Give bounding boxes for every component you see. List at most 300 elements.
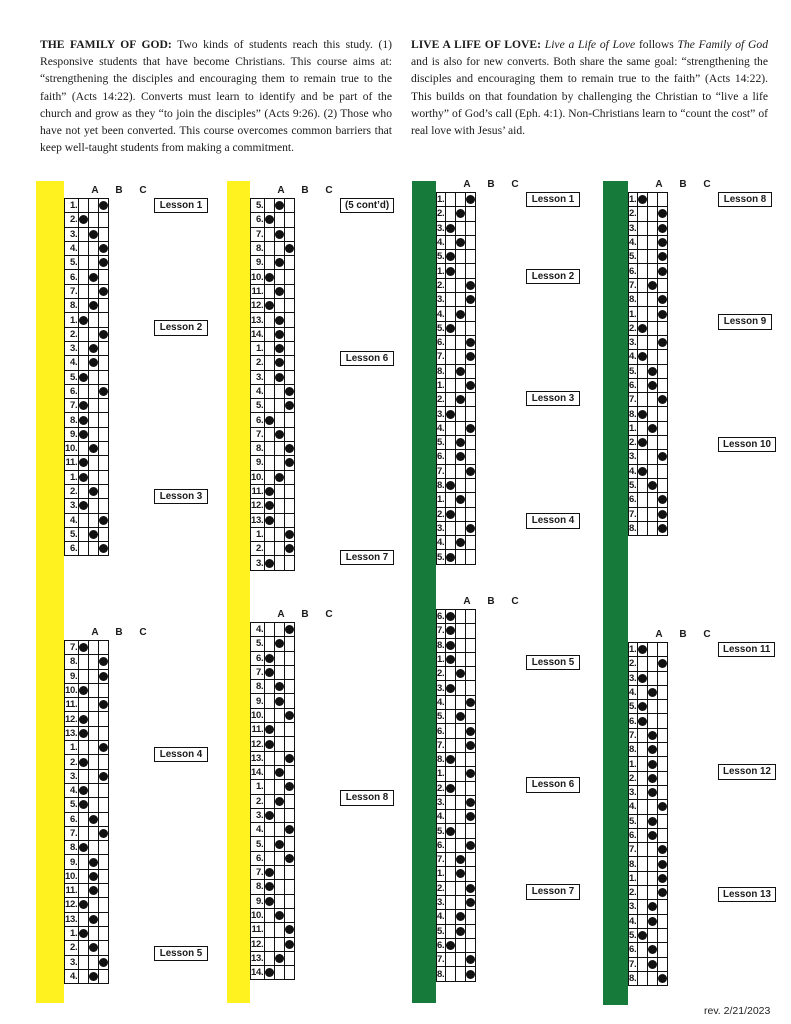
filled-bubble-icon [265, 215, 274, 224]
answer-cell-a [446, 378, 456, 392]
answer-row [251, 880, 295, 894]
answer-cell-a [265, 808, 275, 822]
filled-bubble-icon [466, 812, 475, 821]
answer-row [251, 327, 295, 341]
answer-cell-b [275, 399, 285, 413]
answer-cell-c [658, 264, 668, 278]
filled-bubble-icon [658, 224, 667, 233]
column-header-b: B [487, 596, 495, 607]
answer-cell-b [89, 413, 99, 427]
answer-row [251, 470, 295, 484]
filled-bubble-icon [89, 872, 98, 881]
filled-bubble-icon [89, 530, 98, 539]
answer-row [251, 227, 295, 241]
filled-bubble-icon [456, 538, 465, 547]
answer-cell-b [275, 794, 285, 808]
answer-cell-a [446, 207, 456, 221]
answer-grid [64, 640, 109, 984]
answer-cell-a [446, 810, 456, 824]
answer-cell-a [446, 335, 456, 349]
answer-row [629, 264, 668, 278]
answer-cell-b [648, 728, 658, 742]
filled-bubble-icon [658, 295, 667, 304]
answer-row [65, 542, 109, 556]
question-number: 6. [251, 851, 265, 865]
answer-cell-a [265, 370, 275, 384]
filled-bubble-icon [446, 827, 455, 836]
answer-cell-a [265, 765, 275, 779]
lesson-label: Lesson 8 [340, 790, 394, 805]
answer-cell-b [275, 708, 285, 722]
answer-cell-c [285, 794, 295, 808]
answer-cell-c [285, 623, 295, 637]
answer-cell-b [89, 442, 99, 456]
answer-cell-c [658, 378, 668, 392]
answer-cell-b [456, 881, 466, 895]
filled-bubble-icon [466, 424, 475, 433]
answer-cell-c [285, 456, 295, 470]
answer-cell-a [638, 943, 648, 957]
answer-cell-c [466, 667, 476, 681]
answer-cell-b [275, 966, 285, 980]
answer-row [629, 250, 668, 264]
question-number: 3. [437, 408, 445, 420]
filled-bubble-icon [466, 841, 475, 850]
answer-cell-b [456, 867, 466, 881]
answer-cell-a [638, 886, 648, 900]
answer-cell-b [89, 898, 99, 912]
answer-cell-c [466, 550, 476, 564]
answer-row [629, 814, 668, 828]
column-header-c: C [325, 185, 333, 196]
answer-row [629, 235, 668, 249]
answer-cell-b [456, 853, 466, 867]
answer-cell-b [648, 250, 658, 264]
answer-row [251, 651, 295, 665]
answer-cell-a [446, 610, 456, 624]
answer-cell-c [285, 780, 295, 794]
filled-bubble-icon [456, 395, 465, 404]
answer-cell-b [275, 851, 285, 865]
answer-cell-c [285, 665, 295, 679]
answer-cell-b [456, 838, 466, 852]
filled-bubble-icon [275, 430, 284, 439]
question-number: 5. [251, 837, 265, 851]
answer-row [251, 241, 295, 255]
answer-row [629, 800, 668, 814]
answer-cell-a [638, 307, 648, 321]
answer-cell-c [99, 284, 109, 298]
question-number: 5. [629, 815, 637, 827]
answer-row [65, 227, 109, 241]
answer-cell-a [638, 235, 648, 249]
question-number: 2. [65, 484, 79, 498]
question-number: 6. [437, 451, 445, 463]
answer-cell-b [275, 370, 285, 384]
answer-row [437, 364, 476, 378]
answer-cell-b [275, 651, 285, 665]
filled-bubble-icon [466, 281, 475, 290]
answer-cell-a [446, 910, 456, 924]
answer-cell-c [658, 800, 668, 814]
answer-cell-c [466, 521, 476, 535]
answer-cell-a [79, 256, 89, 270]
filled-bubble-icon [466, 352, 475, 361]
answer-cell-a [79, 798, 89, 812]
question-number: 9. [251, 256, 265, 270]
answer-row [251, 966, 295, 980]
answer-cell-b [89, 841, 99, 855]
question-number: 1. [437, 494, 445, 506]
answer-cell-a [265, 327, 275, 341]
answer-cell-c [285, 866, 295, 880]
answer-row [437, 293, 476, 307]
answer-cell-b [456, 810, 466, 824]
question-number: 9. [251, 456, 265, 470]
filled-bubble-icon [285, 530, 294, 539]
filled-bubble-icon [285, 925, 294, 934]
answer-row [65, 683, 109, 697]
answer-cell-b [89, 669, 99, 683]
answer-cell-a [446, 264, 456, 278]
answer-cell-c [99, 769, 109, 783]
answer-cell-a [446, 767, 456, 781]
answer-row [437, 407, 476, 421]
question-number: 3. [629, 901, 637, 913]
filled-bubble-icon [265, 725, 274, 734]
filled-bubble-icon [446, 224, 455, 233]
lesson-label: Lesson 9 [718, 314, 772, 329]
question-number: 8. [437, 968, 445, 980]
answer-cell-b [456, 967, 466, 981]
question-number: 2. [629, 658, 637, 670]
filled-bubble-icon [79, 373, 88, 382]
answer-cell-c [99, 841, 109, 855]
filled-bubble-icon [265, 868, 274, 877]
question-number: 1. [629, 872, 637, 884]
answer-cell-a [79, 413, 89, 427]
answer-row [65, 199, 109, 213]
answer-cell-b [456, 507, 466, 521]
answer-cell-c [99, 256, 109, 270]
answer-cell-b [648, 714, 658, 728]
answer-cell-c [466, 478, 476, 492]
answer-cell-a [79, 855, 89, 869]
answer-cell-b [648, 378, 658, 392]
column-header-b: B [679, 179, 687, 190]
answer-cell-a [446, 667, 456, 681]
answer-cell-a [446, 710, 456, 724]
question-number: 1. [437, 868, 445, 880]
question-number: 2. [437, 882, 445, 894]
column-header-b: B [115, 185, 123, 196]
column-header-row [64, 627, 159, 639]
answer-cell-b [275, 665, 285, 679]
question-number: 11. [65, 699, 78, 711]
filled-bubble-icon [658, 267, 667, 276]
answer-cell-b [275, 694, 285, 708]
answer-cell-c [285, 213, 295, 227]
filled-bubble-icon [79, 215, 88, 224]
answer-cell-c [285, 427, 295, 441]
answer-row [629, 507, 668, 521]
answer-cell-c [658, 771, 668, 785]
column-header-row [628, 629, 723, 641]
answer-cell-c [658, 871, 668, 885]
filled-bubble-icon [466, 727, 475, 736]
answer-cell-b [89, 256, 99, 270]
answer-cell-a [265, 270, 275, 284]
answer-cell-c [99, 655, 109, 669]
answer-row [251, 808, 295, 822]
question-number: 1. [629, 644, 637, 656]
answer-cell-a [79, 741, 89, 755]
answer-row [251, 284, 295, 298]
answer-cell-c [466, 867, 476, 881]
answer-cell-a [79, 812, 89, 826]
column-header-a: A [91, 627, 99, 638]
filled-bubble-icon [285, 458, 294, 467]
answer-cell-b [89, 769, 99, 783]
answer-row [629, 450, 668, 464]
question-number: 7. [437, 625, 445, 637]
answer-row [251, 851, 295, 865]
lesson-label: Lesson 12 [718, 764, 776, 779]
answer-row [65, 513, 109, 527]
answer-row [629, 728, 668, 742]
question-number: 5. [437, 322, 445, 334]
answer-cell-a [446, 507, 456, 521]
question-number: 12. [251, 300, 264, 312]
question-number: 3. [437, 797, 445, 808]
answer-row [437, 421, 476, 435]
answer-row [65, 884, 109, 898]
answer-cell-c [99, 741, 109, 755]
answer-cell-a [638, 700, 648, 714]
answer-cell-a [446, 421, 456, 435]
revision-date: rev. 2/21/2023 [704, 1005, 771, 1017]
answer-row [437, 938, 476, 952]
answer-row [437, 321, 476, 335]
question-number: 4. [437, 422, 445, 434]
filled-bubble-icon [89, 230, 98, 239]
answer-row [437, 493, 476, 507]
answer-cell-b [275, 270, 285, 284]
answer-cell-a [79, 655, 89, 669]
filled-bubble-icon [446, 784, 455, 793]
filled-bubble-icon [285, 444, 294, 453]
filled-bubble-icon [658, 974, 667, 983]
answer-cell-c [466, 193, 476, 207]
answer-cell-b [275, 780, 285, 794]
answer-cell-a [638, 478, 648, 492]
answer-cell-b [648, 700, 658, 714]
intro-family-of-god [40, 36, 392, 156]
question-number: 7. [437, 351, 445, 363]
answer-row [251, 256, 295, 270]
answer-cell-a [79, 941, 89, 955]
answer-cell-b [456, 781, 466, 795]
filled-bubble-icon [285, 940, 294, 949]
answer-cell-c [285, 694, 295, 708]
question-number: 12. [65, 713, 78, 725]
answer-cell-c [658, 407, 668, 421]
answer-cell-b [456, 910, 466, 924]
answer-cell-a [265, 527, 275, 541]
answer-cell-c [658, 657, 668, 671]
filled-bubble-icon [275, 330, 284, 339]
answer-cell-a [638, 714, 648, 728]
filled-bubble-icon [89, 915, 98, 924]
answer-cell-a [638, 407, 648, 421]
answer-row [65, 726, 109, 740]
answer-row [437, 681, 476, 695]
filled-bubble-icon [275, 373, 284, 382]
answer-cell-c [99, 641, 109, 655]
answer-row [65, 712, 109, 726]
answer-cell-b [648, 193, 658, 207]
filled-bubble-icon [648, 774, 657, 783]
answer-cell-a [446, 881, 456, 895]
answer-row [629, 657, 668, 671]
answer-row [629, 278, 668, 292]
answer-cell-a [265, 880, 275, 894]
filled-bubble-icon [456, 669, 465, 678]
answer-cell-b [275, 951, 285, 965]
question-number: 8. [251, 442, 265, 456]
filled-bubble-icon [648, 745, 657, 754]
answer-cell-a [265, 542, 275, 556]
question-number: 3. [629, 222, 637, 234]
answer-row [65, 399, 109, 413]
answer-cell-b [456, 681, 466, 695]
answer-cell-a [638, 814, 648, 828]
question-number: 3. [65, 499, 79, 513]
question-number: 6. [65, 384, 79, 398]
answer-cell-a [446, 924, 456, 938]
filled-bubble-icon [446, 612, 455, 621]
answer-cell-a [638, 871, 648, 885]
answer-row [65, 470, 109, 484]
answer-row [65, 442, 109, 456]
filled-bubble-icon [79, 800, 88, 809]
answer-cell-c [466, 910, 476, 924]
lesson-label: Lesson 6 [340, 351, 394, 366]
answer-cell-b [275, 837, 285, 851]
answer-cell-a [79, 499, 89, 513]
filled-bubble-icon [638, 195, 647, 204]
question-number: 5. [437, 925, 445, 937]
answer-cell-b [275, 427, 285, 441]
answer-cell-c [658, 478, 668, 492]
answer-row [65, 941, 109, 955]
answer-cell-b [648, 450, 658, 464]
answer-row [65, 783, 109, 797]
answer-row [251, 665, 295, 679]
answer-cell-b [648, 657, 658, 671]
answer-cell-a [446, 478, 456, 492]
answer-cell-a [638, 250, 648, 264]
answer-cell-b [89, 499, 99, 513]
filled-bubble-icon [99, 657, 108, 666]
question-number: 4. [251, 823, 265, 837]
answer-cell-a [446, 938, 456, 952]
column-header-c: C [325, 609, 333, 620]
filled-bubble-icon [285, 754, 294, 763]
filled-bubble-icon [638, 410, 647, 419]
filled-bubble-icon [456, 927, 465, 936]
answer-row [629, 886, 668, 900]
column-header-c: C [511, 596, 519, 607]
answer-cell-c [285, 751, 295, 765]
answer-cell-b [89, 741, 99, 755]
filled-bubble-icon [89, 886, 98, 895]
answer-cell-c [285, 256, 295, 270]
answer-row [437, 450, 476, 464]
answer-row [437, 393, 476, 407]
answer-row [437, 550, 476, 564]
filled-bubble-icon [285, 244, 294, 253]
answer-row [629, 364, 668, 378]
answer-row [65, 798, 109, 812]
answer-cell-a [446, 795, 456, 809]
answer-cell-a [638, 464, 648, 478]
filled-bubble-icon [648, 688, 657, 697]
answer-row [65, 769, 109, 783]
question-number: 3. [437, 222, 445, 234]
answer-cell-b [456, 795, 466, 809]
question-number: 5. [437, 825, 445, 837]
question-number: 5. [629, 480, 637, 492]
answer-cell-c [99, 698, 109, 712]
answer-cell-a [446, 464, 456, 478]
answer-cell-c [285, 966, 295, 980]
filled-bubble-icon [456, 855, 465, 864]
filled-bubble-icon [446, 553, 455, 562]
answer-cell-c [658, 364, 668, 378]
answer-cell-b [89, 213, 99, 227]
answer-cell-a [265, 923, 275, 937]
answer-cell-b [275, 327, 285, 341]
intro-text: and is also for new converts. Both share the same goal: “strengthening the disciples and encouraging them to remain true to the faith” (Acts 14:22). This builds on that foundation by challenging the Christian to “live a life worthy” of God’s call (Eph. 4:1). Non-Christians learn to “count the cost” of real love with Jesus’ aid. [411, 55, 768, 138]
answer-cell-a [638, 350, 648, 364]
answer-cell-b [456, 924, 466, 938]
question-number: 4. [251, 623, 265, 637]
filled-bubble-icon [265, 968, 274, 977]
answer-cell-b [648, 278, 658, 292]
filled-bubble-icon [456, 495, 465, 504]
answer-cell-a [638, 928, 648, 942]
answer-row [65, 812, 109, 826]
answer-cell-c [285, 851, 295, 865]
answer-row [65, 969, 109, 983]
answer-cell-c [99, 955, 109, 969]
lesson-label: Lesson 2 [154, 320, 208, 335]
answer-row [251, 866, 295, 880]
answer-row [629, 857, 668, 871]
question-number: 4. [629, 801, 637, 813]
answer-cell-c [285, 765, 295, 779]
answer-cell-b [89, 712, 99, 726]
answer-row [629, 714, 668, 728]
filled-bubble-icon [265, 273, 274, 282]
filled-bubble-icon [285, 401, 294, 410]
filled-bubble-icon [265, 897, 274, 906]
answer-cell-b [648, 307, 658, 321]
filled-bubble-icon [658, 338, 667, 347]
answer-cell-a [79, 442, 89, 456]
filled-bubble-icon [275, 230, 284, 239]
